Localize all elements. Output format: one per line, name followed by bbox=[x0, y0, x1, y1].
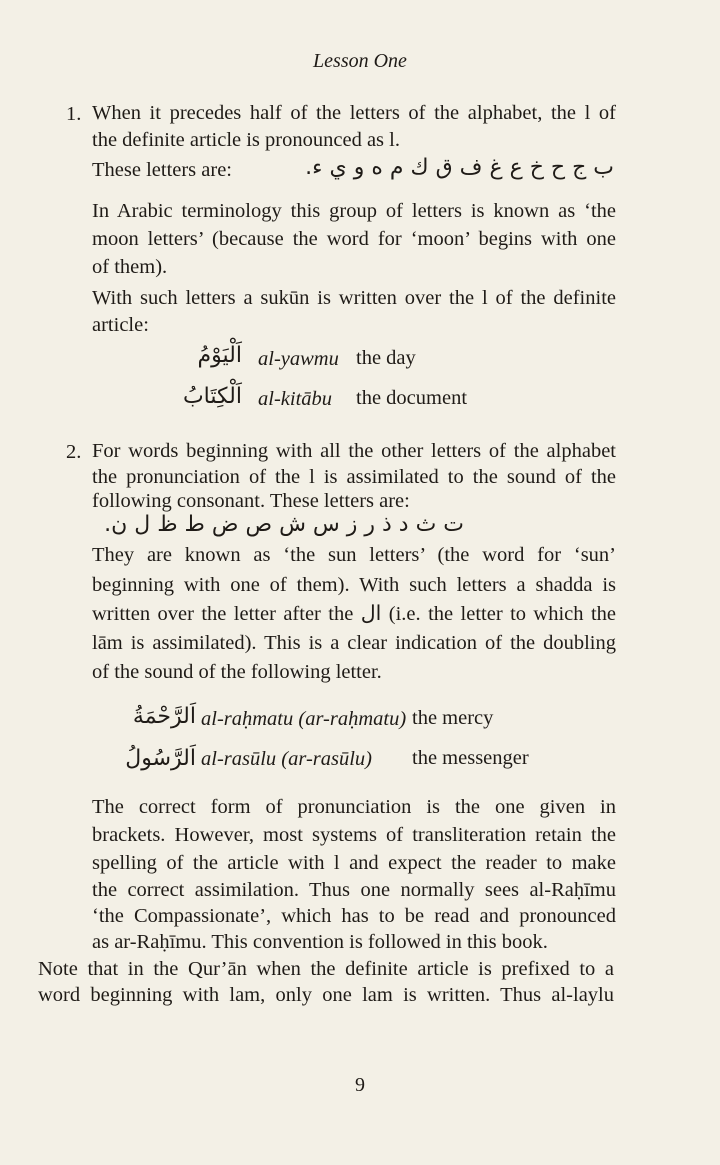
arabic-example: اَلرَّسُولُ bbox=[125, 746, 196, 771]
body-line: written over the letter after the ال (i.e. the letter to which the bbox=[92, 603, 616, 625]
arabic-example: اَلرَّحْمَةُ bbox=[132, 704, 196, 729]
transliteration: al-kitābu bbox=[258, 388, 333, 410]
transliteration: al-raḥmatu (ar-raḥmatu) bbox=[201, 708, 407, 730]
body-line: In Arabic terminology this group of letters is known as ‘the bbox=[92, 200, 616, 222]
letters-label: These letters are: bbox=[92, 159, 233, 181]
arabic-example: اَلْيَوْمُ bbox=[197, 343, 242, 368]
item-number: 1. bbox=[66, 103, 82, 125]
body-line: article: bbox=[92, 314, 149, 336]
note-line: Note that in the Qur’ān when the definite article is prefixed to a bbox=[38, 958, 614, 980]
translation: the messenger bbox=[412, 747, 529, 769]
translation: the document bbox=[356, 387, 468, 409]
translation: the mercy bbox=[412, 707, 494, 729]
translation: the day bbox=[356, 347, 416, 369]
body-line: brackets. However, most systems of transliteration retain the bbox=[92, 824, 616, 846]
body-line: With such letters a sukūn is written over the l of the definite bbox=[92, 287, 616, 309]
body-line: the pronunciation of the l is assimilated to the sound of the bbox=[92, 466, 616, 488]
note-line: word beginning with lam, only one lam is written. Thus al-laylu bbox=[38, 984, 614, 1006]
body-line: spelling of the article with l and expect the reader to make bbox=[92, 852, 616, 874]
body-line: of the sound of the following letter. bbox=[92, 661, 382, 683]
body-line: They are known as ‘the sun letters’ (the word for ‘sun’ bbox=[92, 544, 616, 566]
body-line: moon letters’ (because the word for ‘moon’ begins with one bbox=[92, 228, 616, 250]
item-number: 2. bbox=[66, 441, 82, 463]
sun-letters: ت ث د ذ ر ز س ش ص ض ط ظ ل ن. bbox=[104, 512, 464, 537]
body-line: the correct assimilation. Thus one normally sees al-Raḥīmu bbox=[92, 879, 616, 901]
body-line: of them). bbox=[92, 256, 168, 278]
arabic-example: اَلْكِتَابُ bbox=[182, 384, 242, 409]
page-number: 9 bbox=[355, 1074, 365, 1096]
body-line: beginning with one of them). With such letters a shadda is bbox=[92, 574, 616, 596]
body-line: lām is assimilated). This is a clear indication of the doubling bbox=[92, 632, 616, 654]
body-line: When it precedes half of the letters of the alphabet, the l of bbox=[92, 102, 616, 124]
body-line: For words beginning with all the other letters of the alphabet bbox=[92, 440, 616, 462]
transliteration: al-yawmu bbox=[258, 348, 339, 370]
transliteration: al-rasūlu (ar-rasūlu) bbox=[201, 748, 372, 770]
body-line: following consonant. These letters are: bbox=[92, 490, 410, 512]
body-line: The correct form of pronunciation is the one given in bbox=[92, 796, 616, 818]
body-line: as ar-Raḥīmu. This convention is followed in this book. bbox=[92, 931, 548, 953]
body-line: the definite article is pronounced as l. bbox=[92, 129, 400, 151]
moon-letters: ب ج ح خ ع غ ف ق ك م ه و ي ء. bbox=[305, 155, 614, 180]
body-line: ‘the Compassionate’, which has to be read and pronounced bbox=[92, 905, 616, 927]
running-header: Lesson One bbox=[313, 50, 407, 72]
